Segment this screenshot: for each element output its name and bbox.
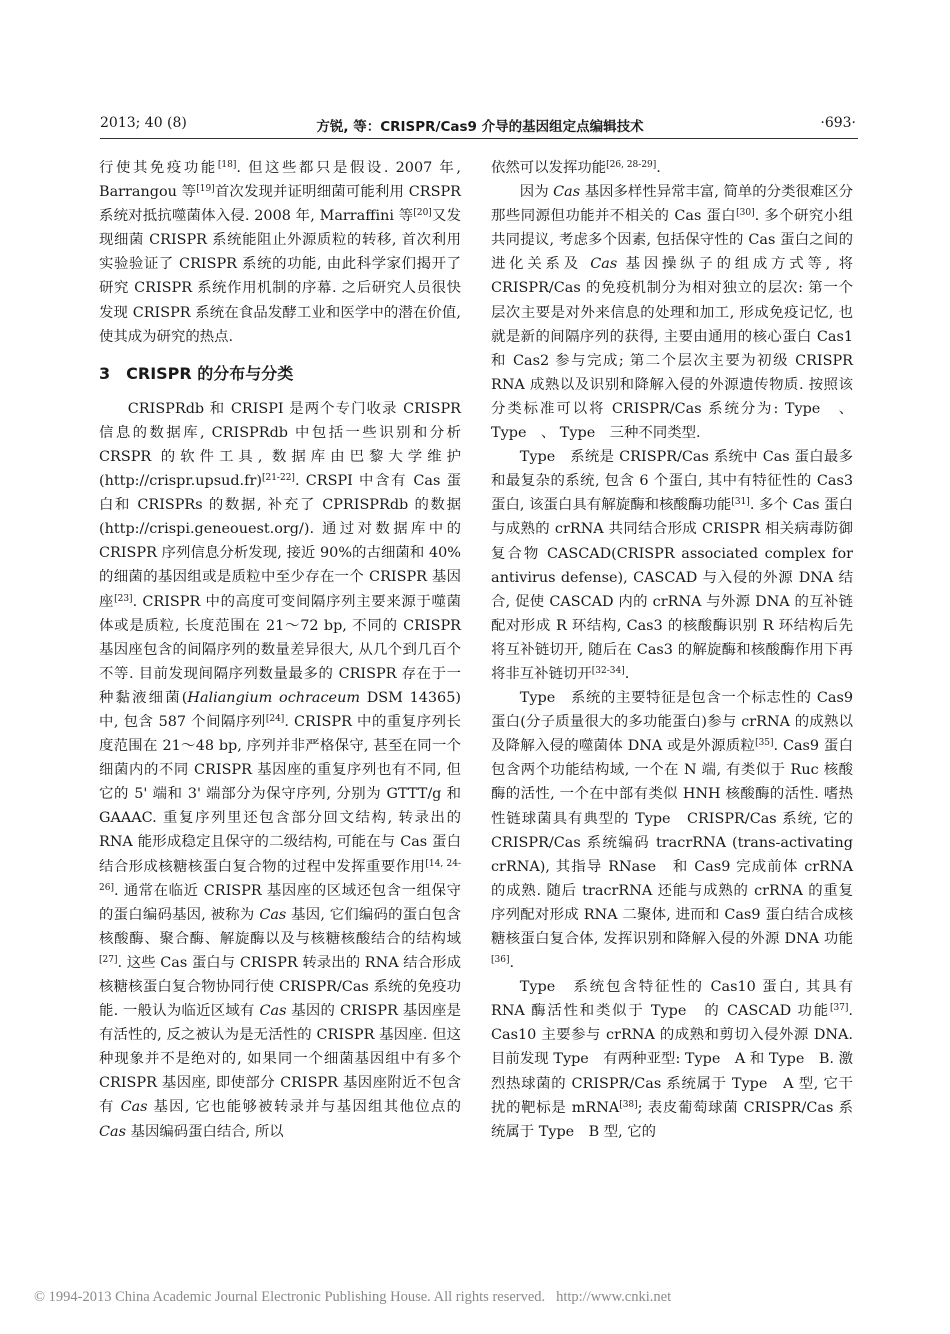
left-column: [99, 156, 461, 1144]
paragraph: [491, 445, 853, 686]
text-run: 基因编码蛋白结合, 所以: [125, 1123, 284, 1140]
citation: [27]: [99, 954, 118, 965]
gene-name: Cas: [553, 184, 581, 201]
text-run: DSM 14365)中, 包含 587 个间隔序列: [99, 689, 461, 730]
citation: [30]: [736, 208, 755, 219]
paragraph: [491, 156, 853, 180]
gene-name: Cas: [259, 1003, 287, 1020]
text-run: 行使其免疫功能: [99, 160, 218, 176]
text-run: 首次发现并证明细菌可能利用 CRSPR 系统对抵抗噬菌体入侵. 2008 年, Marraffini 等: [99, 184, 461, 225]
page-number: ·693·: [820, 115, 856, 131]
text-run: . 这些 Cas 蛋白与 CRISPR 转录出的 RNA 结合形成核糖核蛋白复合物协同行使 CRISPR/Cas 系统的免疫功能. 一般认为临近区域有: [99, 954, 461, 1020]
text-run: 基因操纵子的组成方式等, 将 CRISPR/Cas 的免疫机制分为相对独立的层次: 第一个层次主要是对外来信息的处理和加工, 形成免疫记忆, 也就是新的间隔序列的获得, 主要由通用的核心蛋白 Cas1 和 Cas2 参与完成; 第二个层次主要为初级 CRISPR RNA 成熟以及识别和降解入侵的外源遗传物质. 按照该分类标准可以将 CRISPR/Cas 系统分为: Type 、Type 、 Type 三种不同类型.: [491, 256, 853, 442]
text-run: 基因, 它也能够被转录并与基因组其他位点的: [147, 1099, 461, 1116]
gene-name: Cas: [99, 1123, 126, 1140]
citation: [32-34]: [591, 665, 625, 676]
running-title: 方锐, 等：CRISPR/Cas9 介导的基因组定点编辑技术: [316, 119, 644, 135]
citation: [38]: [619, 1099, 638, 1110]
text-run: Type 系统是 CRISPR/Cas 系统中 Cas 蛋白最多和最复杂的系统, 包含 6 个蛋白, 其中有特征性的 Cas3 蛋白, 该蛋白具有解旋酶和核酸酶功能: [491, 449, 853, 514]
running-header: [100, 115, 860, 135]
text-run: 又发现细菌 CRISPR 系统能阻止外源质粒的转移, 首次利用实验验证了 CRISPR 系统的功能, 由此科学家们揭开了研究 CRISPR 系统作用机制的序幕. 之后研究人员很快发现 CRISPR 系统在食品发酵工业和医学中的潜在价值, 使其成为研究的热点.: [99, 208, 461, 345]
text-run: . 通常在临近 CRISPR 基因座的区域还包含一组保守的蛋白编码基因, 被称为: [99, 882, 461, 923]
text-run: . CRISPR 中的重复序列长度范围在 21～48 bp, 序列并非严格保守, 甚至在同一个细菌内的不同 CRISPR 基因座的重复序列也有不同, 但它的 5' 端和 3' 端部分为保守序列, 分别为 GTTT/g 和 GAAAC. 重复序列里还包含部分回文结构, 转录出的 RNA 能形成稳定且保守的二级结构, 可能在与 Cas 蛋白结合形成核糖核蛋白复合物的过程中发挥重要作用: [99, 713, 461, 875]
paragraph: [99, 156, 461, 349]
text-run: .: [624, 665, 630, 682]
text-run: . Cas10 主要参与 crRNA 的成熟和剪切入侵外源 DNA. 目前发现 Type 有两种亚型: Type A 和 Type B. 激烈热球菌的 CRISPR/Cas 系统属于 Type A 型, 它干扰的靶标是 mRNA: [491, 1003, 853, 1116]
gene-name: Cas: [259, 906, 287, 923]
text-run: Type 系统包含特征性的 Cas10 蛋白, 其具有 RNA 酶活性和类似于 Type 的 CASCAD 功能: [491, 979, 853, 1020]
text-run: CRISPRdb 和 CRISPI 是两个专门收录 CRISPR 信息的数据库, CRISPRdb 中包括一些识别和分析 CRSPR 的软件工具, 数据库由巴黎大学维护(http://crispr.upsud.fr): [99, 400, 461, 490]
text-run: 依然可以发挥功能: [491, 160, 607, 176]
paragraph: [491, 686, 853, 975]
paragraph: [491, 180, 853, 445]
right-column: [491, 156, 853, 1144]
gene-name: Cas: [120, 1099, 148, 1116]
citation: [21-22]: [261, 473, 295, 484]
text-run: 基因多样性异常丰富, 简单的分类很难区分那些同源但功能并不相关的 Cas 蛋白: [491, 184, 853, 225]
text-run: . Cas9 蛋白包含两个功能结构域, 一个在 N 端, 有类似于 Ruc 核酸酶的活性, 一个在中部有类似 HNH 核酸酶的活性. 嗜热性链球菌具有典型的 Type CRISPR/Cas 系统, 它的 CRISPR/Cas 系统编码 tracrRNA (trans-activating crRNA), 其指导 RNase 和 Cas9 完成前体 crRNA 的成熟. 随后 tracrRNA 还能与成熟的 crRNA 的重复序列配对形成 RNA 二聚体, 进而和 Cas9 蛋白结合成核糖核蛋白复合体, 发挥识别和降解入侵的外源 DNA 功能: [491, 738, 853, 947]
paragraph: [99, 397, 461, 1144]
citation: [14, 24-26]: [99, 858, 461, 893]
text-run: . CRSPI 中含有 Cas 蛋白和 CRISPRs 的数据, 补充了 CPRISPRdb 的数据(http://crispi.geneouest.org/). 通过对数据库中的 CRISPR 序列信息分析发现, 接近 90%的古细菌和 40%的细菌的基因组或是质粒中至少存在一个 CRISPR 基因座: [99, 473, 461, 610]
text-run: 因为: [519, 184, 554, 201]
journal-issue: 2013; 40 (8): [100, 115, 187, 131]
text-run: 基因, 它们编码的蛋白包含核酸酶、聚合酶、解旋酶以及与核糖核酸结合的结构域: [99, 906, 461, 947]
citation: [26, 28-29]: [606, 160, 657, 170]
text-run: 基因的 CRISPR 基因座是有活性的, 反之被认为是无活性的 CRISPR 基因座. 但这种现象并不是绝对的, 如果同一个细菌基因组中有多个 CRISPR 基因座, 即使部分 CRISPR 基因座附近不包含有: [99, 1003, 461, 1116]
header-rule: [100, 138, 858, 139]
paragraph: [491, 975, 853, 1144]
copyright-text: © 1994-2013 China Academic Journal Electronic Publishing House. All rights reserved.: [34, 1289, 546, 1305]
text-run: . CRISPR 中的高度可变间隔序列主要来源于噬菌体或是质粒, 长度范围在 21～72 bp, 不同的 CRISPR 基因座包含的间隔序列的数量差异很大, 从几个到几百个不等. 目前发现间隔序列数量最多的 CRISPR 存在于一种黏液细菌(: [99, 593, 461, 706]
citation: [37]: [829, 1003, 849, 1014]
section-heading: 3 CRISPR 的分布与分类: [99, 363, 294, 383]
citation: [23]: [114, 593, 133, 604]
text-run: ; 表皮葡萄球菌 CRISPR/Cas 系统属于 Type B 型, 它的: [491, 1099, 853, 1140]
text-run: . 多个研究小组共同提议, 考虑多个因素, 包括保守性的 Cas 蛋白之间的进化关系及: [491, 208, 853, 273]
text-run: . 多个 Cas 蛋白与成熟的 crRNA 共同结合形成 CRISPR 相关病毒防御复合物 CASCAD(CRISPR associated complex for antivirus defense), CASCAD 与入侵的外源 DNA 结合, 促使 CASCAD 内的 crRNA 与外源 DNA 的互补链配对形成 R 环结构, Cas3 的核酸酶识别 R 环结构后先将互补链切开, 随后在 Cas3 的解旋酶和核酸酶作用下再将非互补链切开: [491, 497, 853, 682]
citation: [36]: [491, 955, 510, 966]
gene-name: Cas: [590, 256, 618, 273]
text-run: . 但这些都只是假设. 2007 年, Barrangou 等: [99, 160, 461, 201]
text-run: .: [509, 955, 515, 972]
citation: [18]: [217, 160, 237, 170]
text-run: Type 系统的主要特征是包含一个标志性的 Cas9 蛋白(分子质量很大的多功能蛋白)参与 crRNA 的成熟以及降解入侵的噬菌体 DNA 或是外源质粒: [491, 690, 853, 755]
citation: [20]: [413, 208, 432, 219]
citation: [19]: [196, 184, 215, 195]
citation: [31]: [731, 497, 750, 508]
copyright-footer: [34, 1289, 934, 1306]
cnki-url: http://www.cnki.net: [556, 1289, 672, 1305]
citation: [24]: [265, 713, 285, 724]
species-name: Haliangium ochraceum: [187, 689, 360, 706]
text-run: .: [656, 160, 661, 176]
citation: [35]: [755, 738, 774, 749]
